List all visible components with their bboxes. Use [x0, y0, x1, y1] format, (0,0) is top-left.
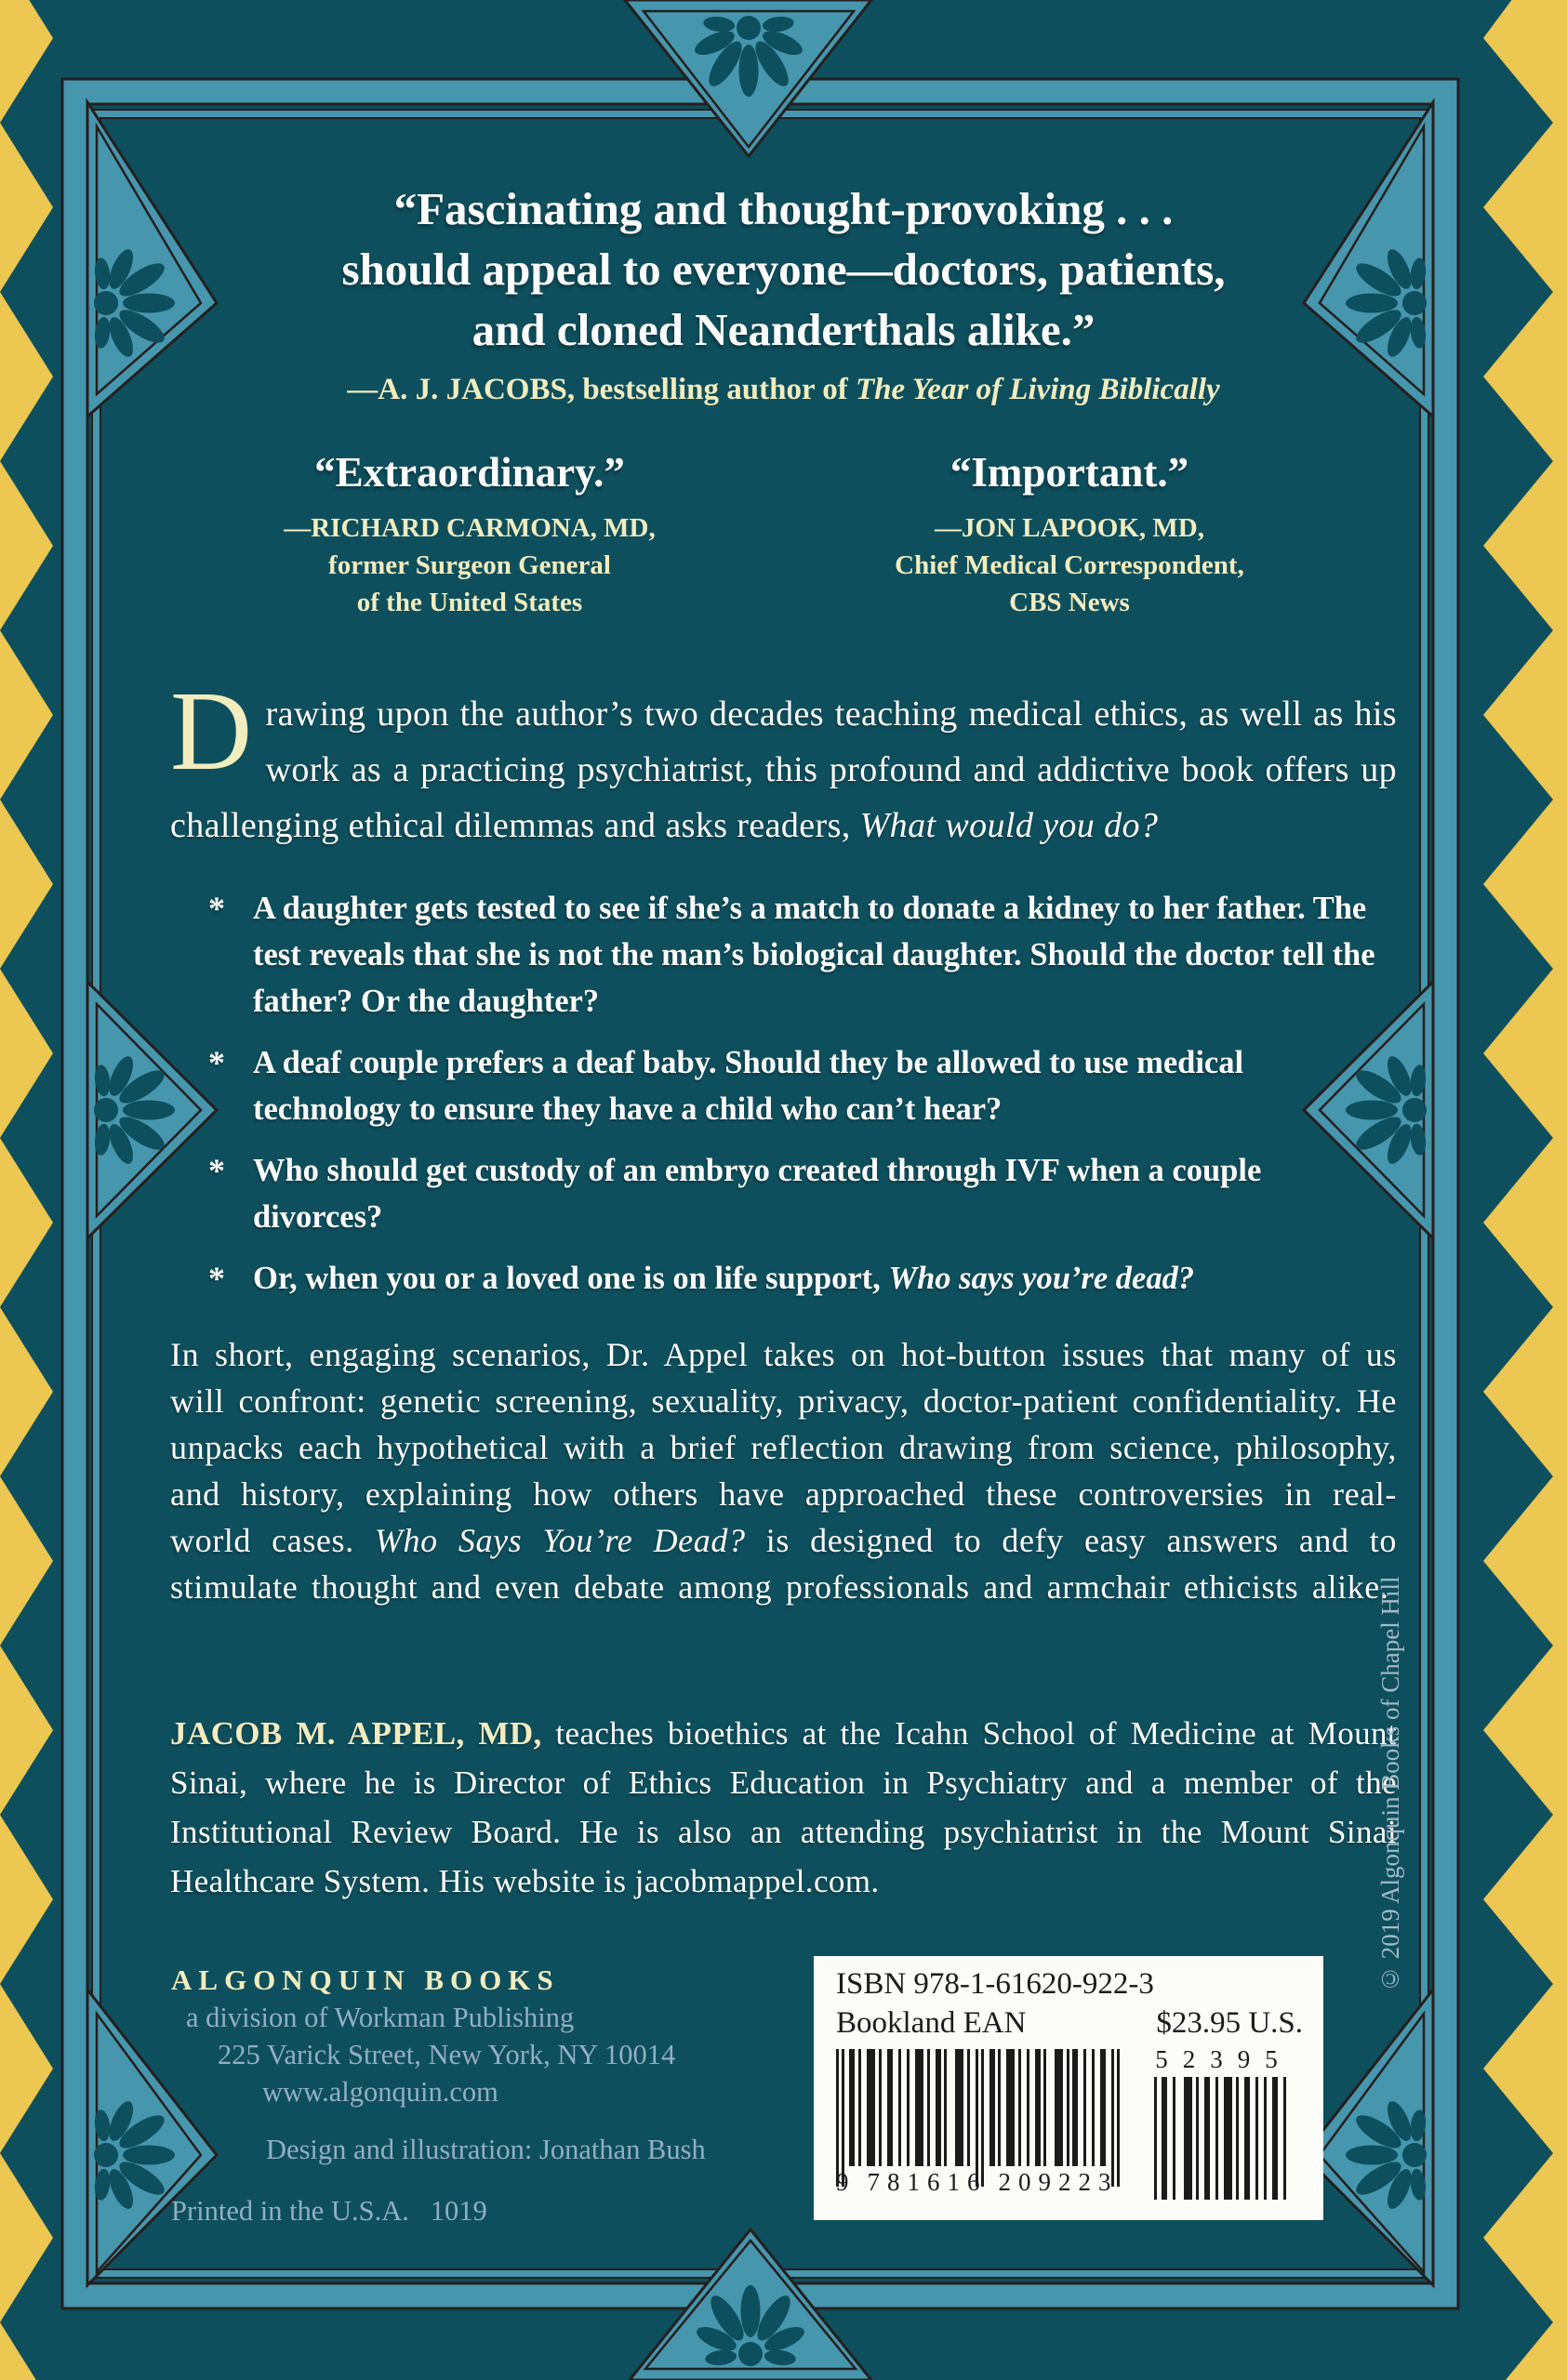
list-item [208, 1147, 1399, 1240]
author-name: JACOB M. APPEL, MD, [170, 1715, 542, 1752]
blurb-attribution: of the United States [356, 588, 583, 617]
list-item [208, 885, 1399, 1025]
barcode-digit-group1: 781616 [867, 2168, 988, 2196]
blurb-carmona [195, 448, 744, 621]
author-bio-text: teaches bioethics at the Icahn School of Medicine at Mount Sinai, where he is Director of Ethics Education in Psychiatry and a member of the Institutional Review Board. He is also an attending psychiatrist in the Mount Sinai Healthcare System. His website is jacobmappel.com. [170, 1715, 1398, 1899]
blurb-attribution: —JON LAPOOK, MD, [935, 513, 1204, 543]
barcode-format-label: Bookland EAN [836, 2006, 1027, 2040]
blurb-quote: “Extraordinary.” [314, 449, 625, 496]
blurb-attribution: —RICHARD CARMONA, MD, [284, 513, 656, 543]
list-item [208, 1255, 1399, 1302]
blurb-attribution: CBS News [1009, 588, 1130, 617]
intro-paragraph [170, 668, 1397, 853]
barcode-digits [836, 2168, 1126, 2197]
top-quote-line-2: should appeal to everyone—doctors, patients, [341, 244, 1226, 295]
scenario-list [208, 885, 1399, 1316]
scenario-text-italic: Who says you’re dead? [888, 1261, 1195, 1296]
summary-paragraph [170, 1331, 1397, 1610]
design-credit: Design and illustration: Jonathan Bush [266, 2134, 706, 2165]
asterisk-bullet-icon: * [208, 1044, 225, 1081]
blurb-attribution: Chief Medical Correspondent, [895, 550, 1244, 580]
scenario-text [253, 1147, 1397, 1240]
supplement-digits: 52395 [1155, 2045, 1293, 2073]
top-quote-line-3: and cloned Neanderthals alike.” [471, 304, 1096, 355]
publisher-address: 225 Varick Street, New York, NY 10014 [218, 2039, 676, 2070]
copyright-notice: © 2019 Algonquin Books of Chapel Hill [1376, 1576, 1404, 1994]
scenario-text-main: Who should get custody of an embryo created through IVF when a couple divorces? [253, 1153, 1262, 1235]
summary-book-title: Who Says You’re Dead? [374, 1522, 746, 1559]
author-bio [170, 1709, 1397, 1906]
summary-text-1: In short, engaging scenarios, Dr. Appel takes on hot-button issues that many of us will confront: genetic screening, sexuality, privacy, doctor-patient confidentiality. He unpacks each hypothetical with a brief reflection drawing from science, philosophy, and history, explaining how others have approached these controversies in real-world cases. [170, 1336, 1397, 1559]
barcode-digit-group2: 209223 [998, 2168, 1119, 2196]
scenario-text [253, 1255, 1397, 1302]
blurb-quote: “Important.” [949, 449, 1189, 496]
publisher-block [171, 1962, 803, 2229]
asterisk-bullet-icon: * [208, 890, 225, 927]
asterisk-bullet-icon: * [208, 1260, 225, 1297]
asterisk-bullet-icon: * [208, 1152, 225, 1189]
isbn-number: ISBN 978-1-61620-922-3 [836, 1967, 1154, 2001]
barcode-panel [814, 1956, 1323, 2220]
top-quote-line-1: “Fascinating and thought-provoking . . . [393, 183, 1174, 234]
scenario-text [253, 885, 1397, 1025]
attribution-book-title: The Year of Living Biblically [856, 373, 1220, 406]
publisher-name: ALGONQUIN BOOKS [171, 1964, 560, 1996]
barcode-digit-lead: 9 [836, 2168, 849, 2196]
ean13-barcode [836, 2049, 1126, 2187]
top-quote [102, 178, 1465, 408]
scenario-text [253, 1039, 1397, 1132]
scenario-text-main: A deaf couple prefers a deaf baby. Should they be allowed to use medical technology to ensure they have a child who can’t hear? [253, 1045, 1244, 1127]
scenario-text-main: A daughter gets tested to see if she’s a match to donate a kidney to her father. The test reveals that she is not the man’s biological daughter. Should the doctor tell the father? Or the daughter? [253, 891, 1375, 1019]
intro-question: What would you do? [859, 806, 1159, 845]
printed-note: Printed in the U.S.A. 1019 [171, 2195, 487, 2227]
publisher-division: a division of Workman Publishing [186, 2002, 575, 2033]
intro-text: rawing upon the author’s two decades teaching medical ethics, as well as his work as a practicing psychiatrist, this profound and addictive book offers up challenging ethical dilemmas and asks readers, [170, 694, 1397, 845]
scenario-text-main: Or, when you or a loved one is on life support, [253, 1261, 889, 1296]
blurb-lapook [795, 448, 1344, 621]
blurb-attribution: former Surgeon General [328, 550, 611, 580]
summary-text-2: is designed to defy easy answers and to stimulate thought and even debate among professionals and armchair ethicists alike. [170, 1522, 1398, 1606]
list-item [208, 1039, 1399, 1132]
price-label: $23.95 U.S. [1156, 2006, 1303, 2040]
top-quote-attribution [102, 371, 1465, 408]
publisher-website: www.algonquin.com [262, 2076, 498, 2108]
drop-cap: D [170, 668, 253, 794]
supplement-barcode [1154, 2077, 1294, 2200]
attribution-prefix: —A. J. JACOBS, bestselling author of [347, 373, 856, 406]
